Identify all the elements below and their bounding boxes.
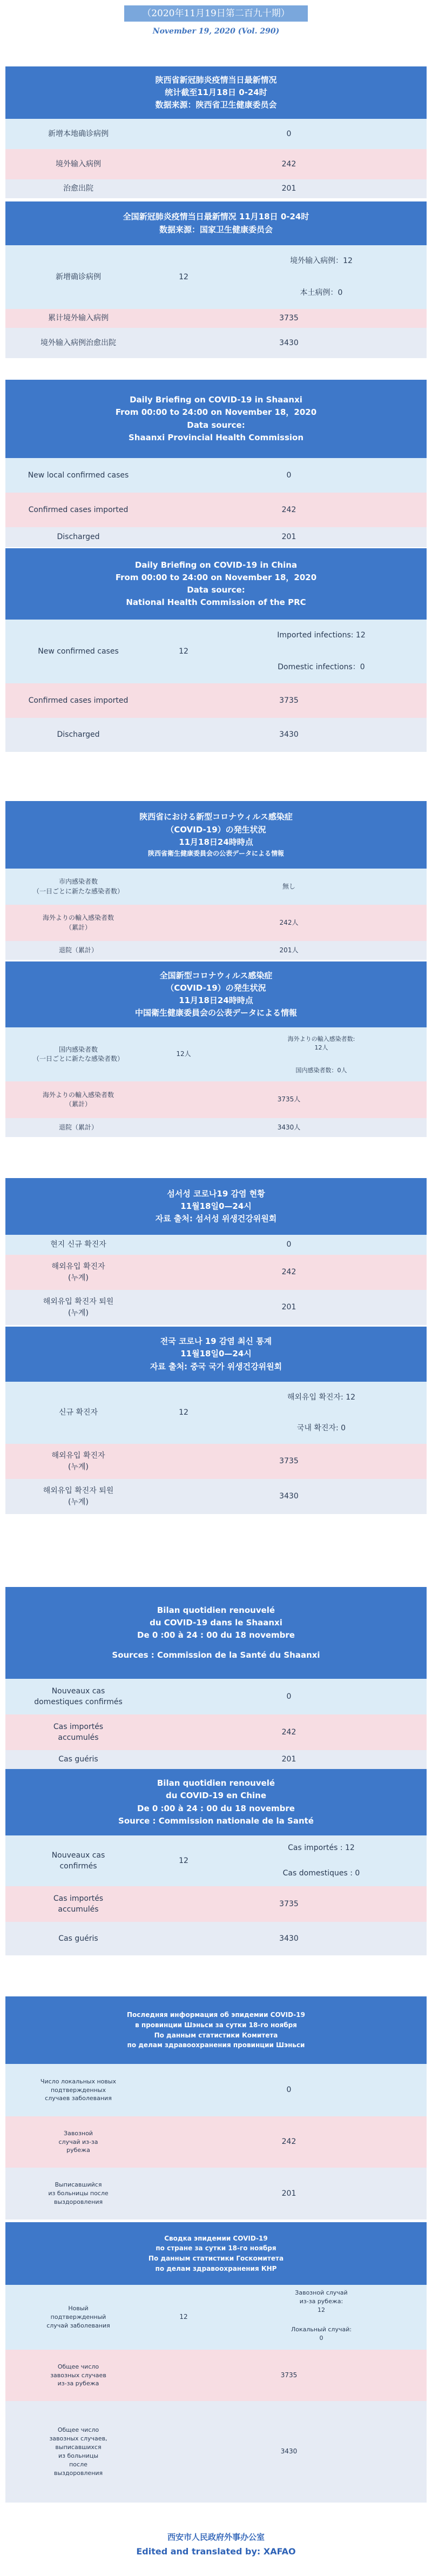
fr-national-title-3: De 0 :00 à 24 : 00 du 18 novembre (137, 1803, 295, 1813)
row-label: 国内感染者数 （一日ごとに新たな感染者数） (32, 1045, 124, 1062)
row-value: 242 (281, 2137, 296, 2147)
zh-national-title-1: 全国新冠肺炎疫情当日最新情况 11月18日 0-24时 (123, 212, 309, 222)
issue-banner: （2020年11月19日第二百九十期） (124, 5, 308, 22)
ru-shaanxi-title-2: в провинции Шэньси за сутки 18-го ноября (135, 2021, 297, 2029)
fr-national-table (5, 1769, 427, 1955)
ko-shaanxi-title-1: 섬서성 코로나19 감염 현황 (167, 1188, 265, 1199)
zh-shaanxi-row-imported (5, 149, 427, 179)
ja-national-title-4: 中国衛生健康委員会の公表データによる情報 (134, 1008, 297, 1018)
ja-shaanxi-row-new-local (5, 869, 427, 905)
en-shaanxi-row-discharged (5, 527, 427, 547)
en-shaanxi-table (5, 380, 427, 547)
row-value: 242 (281, 1727, 296, 1737)
fr-shaanxi-title-2: du COVID-19 dans le Shaanxi (150, 1617, 282, 1627)
en-national-header (5, 548, 427, 620)
ja-national-row-new (5, 1027, 427, 1081)
row-label: 境外输入病例 (56, 159, 101, 169)
en-national-title-3: Data source: (187, 585, 245, 595)
row-value: 0 (286, 1692, 292, 1701)
ko-shaanxi-row-imported (5, 1255, 427, 1290)
en-shaanxi-header (5, 380, 427, 458)
zh-national-header (5, 201, 427, 245)
row-label: Nouveaux cas confirmés (51, 1851, 105, 1871)
zh-shaanxi-table (5, 66, 427, 198)
ko-national-row-total-imported (5, 1444, 427, 1479)
ja-shaanxi-title-2: （COVID-19）の発生状況 (166, 824, 266, 835)
row-label: Cas importés accumulés (53, 1894, 104, 1914)
row-breakdown (216, 245, 427, 309)
fr-national-title-1: Bilan quotidien renouvelé (157, 1778, 275, 1788)
ru-national-title-2: по стране за сутки 18-го ноября (156, 2244, 276, 2252)
ko-national-row-discharged (5, 1479, 427, 1514)
row-label: Discharged (57, 533, 100, 542)
domestic-count: Domestic infections：0 (278, 663, 365, 672)
ko-shaanxi-title-2: 11월18일0—24시 (180, 1201, 252, 1211)
ja-national-table (5, 961, 427, 1137)
imported-count: 해외유입 확진자: 12 (287, 1393, 356, 1402)
row-value: 3735 (279, 1899, 299, 1908)
ru-national-row-new (5, 2285, 427, 2350)
en-shaanxi-title-4: Shaanxi Provincial Health Commission (128, 432, 304, 442)
ja-shaanxi-table (5, 801, 427, 960)
row-label: Общее число завозных случаев из-за рубежа (50, 2363, 106, 2387)
row-value: 12 (179, 272, 188, 281)
imported-count: Cas importés : 12 (288, 1844, 355, 1853)
row-value: 12 (179, 647, 188, 656)
ru-national-title-4: по делам здравоохранения КНР (155, 2264, 277, 2272)
fr-shaanxi-row-discharged (5, 1750, 427, 1769)
en-national-row-new (5, 620, 427, 683)
row-label: 治愈出院 (63, 184, 93, 193)
row-label: 新增本地确诊病例 (48, 129, 109, 138)
ko-shaanxi-title-3: 자료 출처: 섬서성 위생건강위원회 (155, 1214, 277, 1224)
fr-shaanxi-title-spacer (5, 1642, 427, 1649)
fr-national-title-2: du COVID-19 en Chine (166, 1791, 266, 1801)
zh-shaanxi-title-3: 数据来源：陕西省卫生健康委员会 (155, 100, 277, 110)
row-label: 境外输入病例治愈出院 (40, 338, 116, 347)
row-label: 新增确诊病例 (56, 272, 101, 281)
ru-national-row-total-imported (5, 2350, 427, 2401)
row-label: 해외유입 확진자 (누계) (51, 1262, 105, 1282)
row-label: 현지 신규 확진자 (50, 1240, 106, 1249)
row-value: 0 (286, 470, 292, 480)
row-breakdown (216, 2285, 427, 2350)
domestic-count: Cas domestiques : 0 (282, 1869, 360, 1878)
ru-national-header (5, 2222, 427, 2285)
en-national-table (5, 548, 427, 752)
ko-national-title-3: 자료 출처: 중국 국가 위생건강위원회 (150, 1361, 282, 1371)
ja-national-row-total-imported (5, 1081, 427, 1118)
ja-national-header (5, 961, 427, 1027)
row-value: 12 (179, 1856, 188, 1865)
row-value: 3735人 (277, 1095, 301, 1104)
row-value: 3430 (280, 2447, 298, 2456)
fr-shaanxi-title-1: Bilan quotidien renouvelé (157, 1605, 275, 1615)
en-national-row-total-imported (5, 683, 427, 718)
zh-shaanxi-row-discharged (5, 179, 427, 198)
row-value: 242 (281, 505, 296, 514)
en-shaanxi-row-new-local (5, 458, 427, 493)
domestic-count: 국내 확진자: 0 (296, 1424, 346, 1433)
zh-shaanxi-title-1: 陕西省新冠肺炎疫情当日最新情况 (155, 75, 277, 85)
ko-shaanxi-row-new-local (5, 1235, 427, 1255)
fr-shaanxi-row-imported (5, 1714, 427, 1750)
ja-shaanxi-title-1: 陝西省における新型コロナウィルス感染症 (139, 812, 293, 822)
zh-shaanxi-title-2: 统计截至11月18日 0-24时 (165, 87, 267, 97)
ru-shaanxi-title-3: По данным статистики Комитета (154, 2031, 278, 2039)
row-label: Cas importés accumulés (53, 1722, 104, 1742)
footer-credit: Edited and translated by: XAFAO (136, 2546, 296, 2557)
row-label: 海外よりの輸入感染者数 （累計） (42, 914, 114, 931)
row-label: Новый подтвержденный случай заболевания (46, 2305, 110, 2329)
row-value: 3735 (279, 314, 299, 323)
fr-national-row-new (5, 1835, 427, 1886)
row-value: 3430人 (277, 1123, 301, 1131)
ru-national-row-discharged (5, 2401, 427, 2503)
en-shaanxi-row-imported (5, 493, 427, 527)
row-value: 12人 (176, 1050, 191, 1058)
row-value: 3430 (279, 730, 299, 739)
zh-national-row-discharged (5, 328, 427, 358)
row-label: Число локальных новых подтвержденных случаев заболевания (40, 2077, 117, 2102)
footer-org: 西安市人民政府外事办公室 (167, 2532, 265, 2542)
ko-shaanxi-table (5, 1178, 427, 1325)
ru-shaanxi-title-4: по делам здравоохранения провинции Шэньси (127, 2041, 305, 2049)
row-breakdown (216, 1027, 427, 1081)
ko-shaanxi-row-discharged (5, 1290, 427, 1325)
row-label: Confirmed cases imported (28, 696, 129, 705)
row-value: 242人 (279, 918, 299, 926)
domestic-count: 国内感染者数：0人 (295, 1067, 347, 1074)
row-label: 退院（累計） (58, 946, 98, 954)
zh-national-row-total-imported (5, 309, 427, 328)
ko-national-table (5, 1327, 427, 1514)
row-value: 3735 (279, 696, 299, 705)
ko-national-row-new (5, 1382, 427, 1444)
row-label: New local confirmed cases (28, 470, 129, 480)
ru-shaanxi-row-new-local (5, 2064, 427, 2116)
en-national-title-4: National Health Commission of the PRC (126, 597, 306, 608)
ru-national-title-1: Сводка эпидемии COVID-19 (164, 2234, 268, 2242)
row-value: 201 (281, 1755, 296, 1764)
ja-shaanxi-row-imported (5, 905, 427, 941)
row-label: Общее число завозных случаев, выписавшихся из больницы после выздоровления (49, 2426, 107, 2477)
en-national-row-discharged (5, 718, 427, 752)
ru-national-title-3: По данным статистики Госкомитета (148, 2255, 284, 2262)
row-label: Nouveaux cas domestiques confirmés (34, 1686, 123, 1706)
ko-shaanxi-header (5, 1178, 427, 1235)
imported-count: 海外よりの輸入感染者数: 12人 (287, 1035, 355, 1051)
row-value: 12 (179, 1408, 188, 1417)
ja-shaanxi-title-4: 陝西省衛生健康委員会の公表データによる情報 (147, 850, 284, 858)
row-label: New confirmed cases (38, 647, 119, 656)
row-label: Завозной случай из-за рубежа (58, 2129, 98, 2154)
ru-shaanxi-row-discharged (5, 2168, 427, 2219)
ko-national-header (5, 1327, 427, 1382)
row-label: 해외유입 확진자 퇴원 (누계) (43, 1297, 114, 1317)
ko-national-title-2: 11월18일0—24시 (180, 1349, 252, 1359)
row-value: 0 (286, 2086, 292, 2095)
row-value: 3430 (279, 338, 299, 347)
row-value: 201人 (279, 946, 299, 954)
en-shaanxi-title-1: Daily Briefing on COVID-19 in Shaanxi (130, 395, 302, 405)
fr-shaanxi-title-4: Sources : Commission de la Santé du Shaanxi (112, 1650, 320, 1660)
row-label: 市内感染者数 （一日ごとに新たな感染者数） (32, 878, 124, 895)
row-value: 12 (179, 2313, 188, 2321)
en-shaanxi-title-3: Data source: (187, 420, 245, 430)
row-label: 累计境外输入病例 (48, 314, 109, 323)
row-label: 海外よりの輸入感染者数 （累計） (42, 1091, 114, 1108)
imported-count: Imported infections: 12 (277, 631, 366, 640)
ja-national-title-1: 全国新型コロナウィルス感染症 (159, 970, 273, 980)
en-national-title-1: Daily Briefing on COVID-19 in China (134, 560, 298, 570)
row-breakdown (216, 1382, 427, 1444)
zh-national-table (5, 201, 427, 358)
en-shaanxi-title-2: From 00:00 to 24:00 on November 18，2020 (115, 407, 317, 418)
fr-shaanxi-row-new-local (5, 1679, 427, 1714)
row-value: 242 (281, 1268, 296, 1277)
ja-shaanxi-row-discharged (5, 941, 427, 960)
row-value: 201 (281, 533, 296, 542)
fr-national-row-total-imported (5, 1886, 427, 1922)
row-label: Cas guéris (58, 1755, 98, 1764)
row-label: 해외유입 확진자 (누계) (51, 1451, 105, 1471)
row-value: 3430 (279, 1492, 299, 1501)
zh-national-row-new (5, 245, 427, 309)
ru-shaanxi-title-1: Последняя информация об эпидемии COVID-19 (127, 2011, 305, 2019)
row-label: Cas guéris (58, 1934, 98, 1943)
row-breakdown (216, 1835, 427, 1886)
imported-count: Завозной случай из-за рубежа: 12 (295, 2289, 348, 2313)
zh-national-title-2: 数据来源：国家卫生健康委员会 (159, 224, 273, 234)
row-label: Выписавшийся из больницы после выздоровления (48, 2181, 109, 2205)
ja-shaanxi-header (5, 801, 427, 869)
domestic-count: Локальный случай: 0 (291, 2326, 352, 2342)
row-label: 退院（累計） (58, 1123, 98, 1131)
row-label: 해외유입 확진자 퇴원 (누계) (43, 1487, 114, 1506)
row-value: 242 (281, 159, 296, 169)
fr-national-row-discharged (5, 1922, 427, 1955)
domestic-count: 本土病例：0 (300, 288, 343, 298)
ja-national-title-3: 11月18日24時時点 (179, 996, 253, 1005)
row-value: 201 (281, 2189, 296, 2198)
row-value: 3735 (279, 1457, 299, 1466)
row-value: 0 (286, 1240, 292, 1249)
row-label: 신규 확진자 (58, 1408, 98, 1417)
row-value: 201 (281, 1303, 296, 1312)
ru-shaanxi-header (5, 1996, 427, 2064)
row-breakdown (216, 620, 427, 683)
row-value: 無し (282, 882, 295, 890)
issue-date: November 19, 2020 (Vol. 290) (152, 27, 280, 36)
row-label: Confirmed cases imported (28, 505, 129, 514)
ru-shaanxi-table (5, 1996, 427, 2219)
zh-shaanxi-row-new-local (5, 119, 427, 149)
ru-national-table (5, 2222, 427, 2503)
ja-national-row-discharged (5, 1118, 427, 1137)
row-label: Discharged (57, 730, 100, 739)
row-value: 3430 (279, 1934, 299, 1943)
ja-national-title-2: （COVID-19）の発生状況 (166, 983, 266, 993)
fr-national-title-4: Source : Commission nationale de la Santé (118, 1815, 314, 1826)
row-value: 0 (286, 129, 292, 138)
zh-shaanxi-header (5, 66, 427, 119)
ja-shaanxi-title-3: 11月18日24時時点 (179, 837, 253, 847)
en-national-title-2: From 00:00 to 24:00 on November 18，2020 (115, 572, 317, 582)
page (0, 5, 432, 2557)
fr-national-header (5, 1769, 427, 1835)
fr-shaanxi-title-3: De 0 :00 à 24 : 00 du 18 novembre (137, 1630, 295, 1640)
imported-count: 境外输入病例：12 (290, 257, 353, 266)
fr-shaanxi-header (5, 1587, 427, 1679)
row-value: 201 (281, 184, 296, 193)
ko-national-title-1: 전국 코로나 19 감염 최신 통계 (160, 1336, 272, 1347)
fr-shaanxi-table (5, 1587, 427, 1769)
row-value: 3735 (280, 2371, 298, 2379)
ru-shaanxi-row-imported (5, 2116, 427, 2168)
